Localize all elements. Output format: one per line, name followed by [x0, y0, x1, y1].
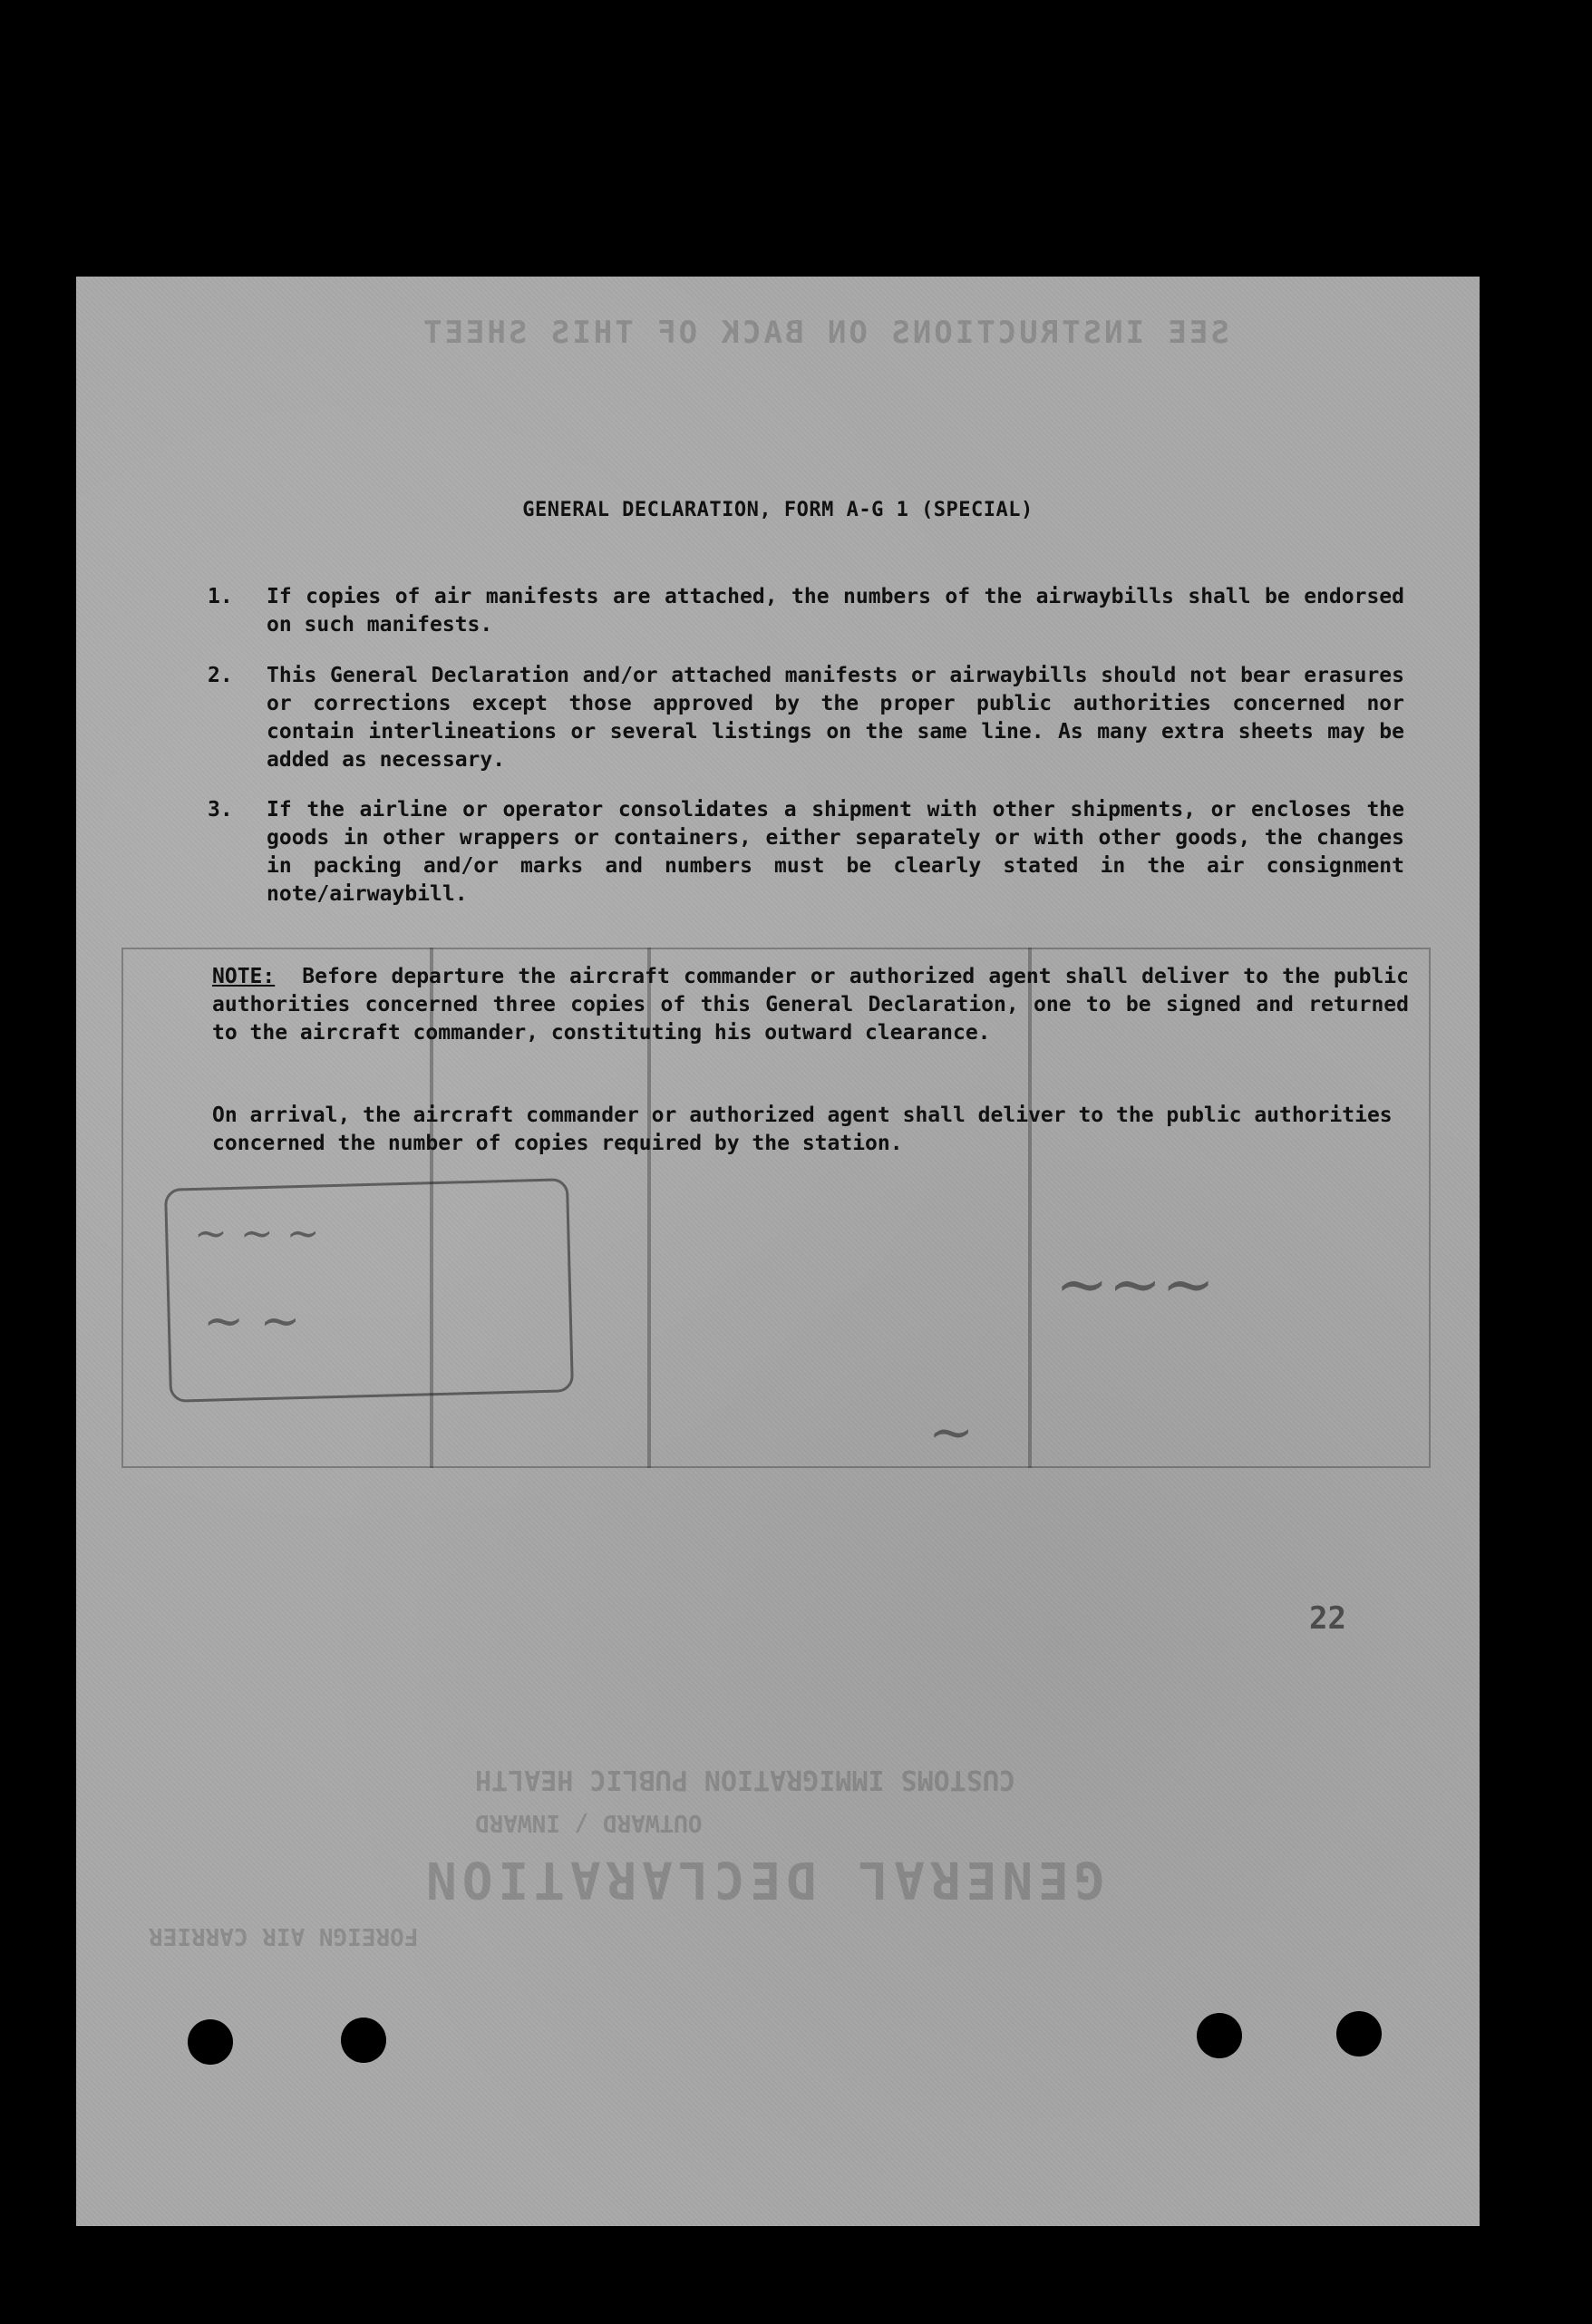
item-number: 2. — [208, 664, 233, 687]
punch-hole — [188, 2019, 233, 2065]
instruction-item — [208, 796, 1404, 909]
item-text: This General Declaration and/or attached manifests or airwaybills should not bear erasures or corrections except those approved by the proper public authorities concerned nor contain interlineations or several listings on the same line. As many extra sheets may be added as necessary. — [267, 664, 1404, 772]
bleed-through-text: GENERAL DECLARATION — [421, 1850, 1105, 1909]
handwritten-mark: ~ ~ — [203, 1292, 301, 1349]
item-text: If copies of air manifests are attached, the numbers of the airwaybills shall be endorsed on such manifests. — [267, 585, 1404, 637]
handwritten-signature: ~~~ — [1055, 1247, 1215, 1321]
instruction-item — [208, 583, 1404, 639]
document-sheet — [76, 277, 1480, 2226]
item-text: If the airline or operator consolidates a shipment with other shipments, or encloses the goods in other wrappers or containers, either separately or with other goods, the changes in packing and/or marks and numbers must be clearly stated in the air consignment note/airwaybill. — [267, 798, 1404, 906]
punch-hole — [1336, 2011, 1382, 2057]
page-title: GENERAL DECLARATION, FORM A-G 1 (SPECIAL) — [522, 499, 1034, 521]
note-label: NOTE: — [212, 965, 276, 988]
bleed-through-text: SEE INSTRUCTIONS ON BACK OF THIS SHEET — [421, 315, 1229, 351]
punch-hole — [1197, 2013, 1242, 2058]
note-paragraph — [212, 963, 1409, 1047]
bleed-through-text: FOREIGN AIR CARRIER — [149, 1922, 419, 1950]
handwritten-mark: ~ ~ ~ — [194, 1211, 320, 1257]
item-number: 1. — [208, 585, 233, 608]
arrival-paragraph: On arrival, the aircraft commander or authorized agent shall deliver to the public authorities concerned the number of copies required by the station. — [212, 1104, 1393, 1155]
handwritten-signature: ~ — [928, 1401, 975, 1464]
bleed-through-text: OUTWARD / INWARD — [475, 1809, 703, 1836]
punch-hole — [341, 2018, 386, 2063]
item-number: 3. — [208, 798, 233, 822]
page-number: 22 — [1309, 1600, 1346, 1637]
note-text: Before departure the aircraft commander or authorized agent shall deliver to the public authorities concerned three copies of this General Declaration, one to be signed and returned to the aircraft commander, constituting his outward clearance. — [212, 965, 1409, 1045]
bleed-through-text: CUSTOMS IMMIGRATION PUBLIC HEALTH — [475, 1764, 1016, 1795]
instruction-item — [208, 662, 1404, 774]
